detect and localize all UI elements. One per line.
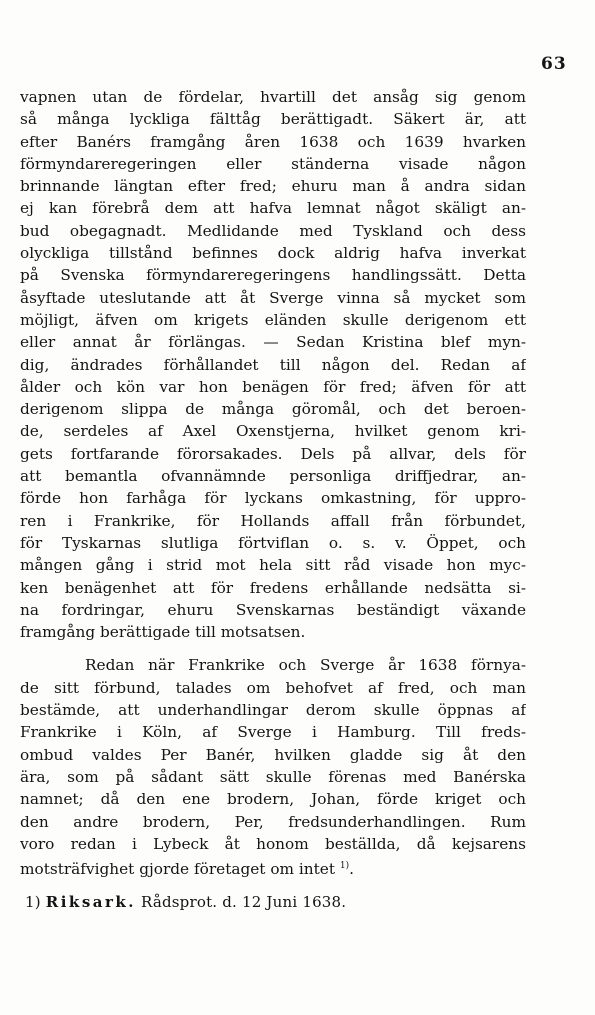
text-line: efter Banérs framgång åren 1638 och 1639 hvarken: [20, 132, 526, 151]
text-line: ära, som på sådant sätt skulle förenas med Banérska: [20, 767, 526, 786]
text-line: gets fortfarande förorsakades. Dels på allvar, dels för: [20, 444, 526, 463]
text-line: bud obegagnadt. Medlidande med Tyskland och dess: [20, 221, 526, 240]
footnote-text: Rådsprot. d. 12 Juni 1638.: [140, 893, 347, 911]
text-line: bestämde, att underhandlingar derom skulle öppnas af: [20, 701, 526, 720]
text-line: förmyndareregeringen eller ständerna visade någon: [20, 154, 526, 173]
text-line: na fordringar, ehuru Svenskarnas beständigt växande: [20, 600, 526, 619]
text-line: ren i Frankrike, för Hollands affall från förbundet,: [20, 511, 526, 530]
text-line: olyckliga tillstånd befinnes dock aldrig hafva inverkat: [20, 244, 526, 263]
footnote: [25, 893, 346, 911]
text-line: för Tyskarnas slutliga förtviflan o. s. v. Öppet, och: [20, 533, 526, 552]
paragraph-1: [20, 86, 526, 643]
text-line: mången gång i strid mot hela sitt råd visade hon myc-: [20, 556, 526, 575]
text-line: voro redan i Lybeck åt honom beställda, då kejsarens: [20, 834, 526, 853]
text-line: vapnen utan de fördelar, hvartill det ansåg sig genom: [20, 88, 526, 106]
text-line: möjligt, äfven om krigets eländen skulle derigenom ett: [20, 310, 526, 329]
text-line: eller annat år förlängas. — Sedan Kristina blef myn-: [20, 333, 526, 352]
text-line: på Svenska förmyndareregeringens handlingssätt. Detta: [20, 266, 526, 285]
page-number: 63: [541, 54, 567, 74]
text-line: den andre brodern, Per, fredsunderhandlingen. Rum: [20, 812, 526, 831]
text-line: åsyftade uteslutande att åt Sverge vinna så mycket som: [20, 288, 526, 307]
text-line: namnet; då den ene brodern, Johan, förde kriget och: [20, 790, 526, 809]
text-line: Frankrike i Köln, af Sverge i Hamburg. Till freds-: [20, 723, 526, 742]
text-line: ken benägenhet att för fredens erhållande nedsätta si-: [20, 578, 526, 597]
footnote-reference: 1): [339, 861, 350, 872]
text-line: Redan när Frankrike och Sverge år 1638 förnya-: [85, 656, 526, 675]
paragraph-2: [20, 654, 526, 877]
text-line: dig, ändrades förhållandet till någon del. Redan af: [20, 355, 526, 374]
text-line: ej kan förebrå dem att hafva lemnat något skäligt an-: [20, 199, 526, 218]
text-line: de sitt förbund, talades om behofvet af fred, och man: [20, 678, 526, 697]
text-line: brinnande längtan efter fred; ehuru man å andra sidan: [20, 177, 526, 196]
body-text: [20, 86, 526, 877]
text-line: så många lyckliga fälttåg berättigadt. Säkert är, att: [20, 110, 526, 129]
last-line-text: motsträfvighet gjorde företaget om intet: [20, 860, 335, 878]
text-line: att bemantla ofvannämnde personliga driffjedrar, an-: [20, 467, 526, 486]
text-line: framgång berättigade till motsatsen.: [20, 623, 306, 642]
text-line: förde hon farhåga för lyckans omkastning, för uppro-: [20, 489, 526, 508]
text-line: motsträfvighet gjorde företaget om intet $^{1)}$.: [20, 860, 354, 878]
text-line: ålder och kön var hon benägen för fred; äfven för att: [20, 377, 526, 396]
text-line: derigenom slippa de många göromål, och det beroen-: [20, 400, 526, 419]
footnote-source: Riksark.: [45, 893, 137, 911]
text-line: ombud valdes Per Banér, hvilken gladde sig åt den: [20, 745, 526, 764]
text-line: de, serdeles af Axel Oxenstjerna, hvilket genom kri-: [20, 422, 526, 441]
footnote-marker: 1): [25, 893, 41, 911]
